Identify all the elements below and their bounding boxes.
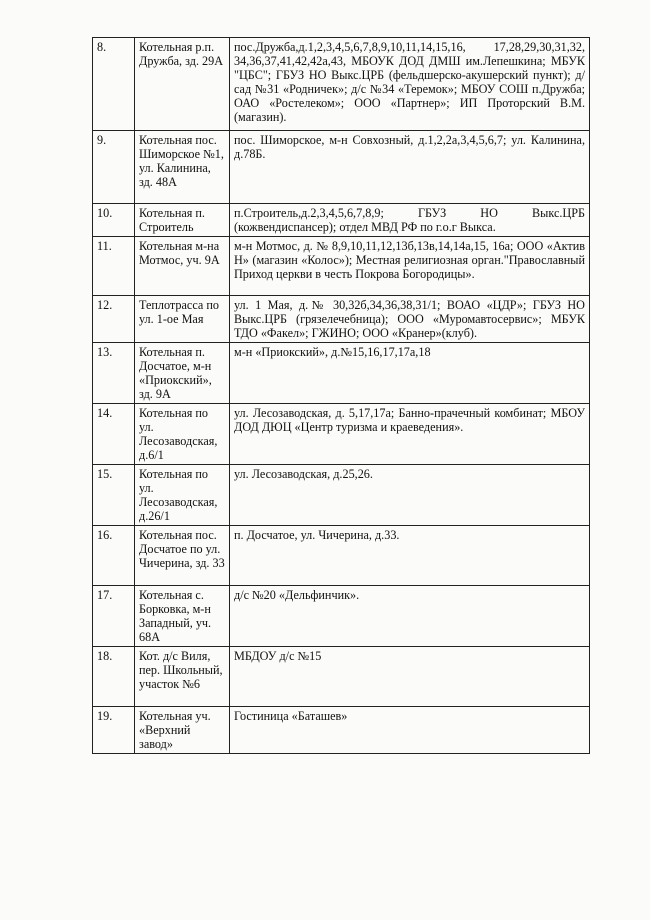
heat-supply-table — [92, 37, 590, 754]
row-number: 8. — [93, 38, 135, 131]
consumers: д/с №20 «Дельфинчик». — [230, 586, 590, 647]
row-number: 15. — [93, 465, 135, 526]
table-row — [93, 404, 590, 465]
heat-source: Котельная м-на Мотмос, уч. 9А — [135, 237, 230, 296]
table-row — [93, 204, 590, 237]
heat-source: Котельная по ул. Лесозаводская, д.26/1 — [135, 465, 230, 526]
row-number: 11. — [93, 237, 135, 296]
row-number: 18. — [93, 647, 135, 707]
row-number: 14. — [93, 404, 135, 465]
table-row — [93, 647, 590, 707]
consumers: МБДОУ д/с №15 — [230, 647, 590, 707]
heat-source: Котельная пос. Досчатое по ул. Чичерина, зд. 33 — [135, 526, 230, 586]
table-row — [93, 707, 590, 754]
table-row — [93, 465, 590, 526]
consumers: пос.Дружба,д.1,2,3,4,5,6,7,8,9,10,11,14,15,16, 17,28,29,30,31,32, 34,36,37,41,42,42а,43, МБОУК ДОД ДМШ им.Лепешкина; МБУК "ЦБС"; ГБУЗ НО Выкс.ЦРБ (фельдшерско-акушерский пункт); д/сад №31 «Родничек»; д/с №34 «Теремок»; МБОУ СОШ п.Дружба; ОАО «Ростелеком»; ООО «Партнер»; ИП Проторский В.М.(магазин). — [230, 38, 590, 131]
heat-source: Котельная р.п. Дружба, зд. 29А — [135, 38, 230, 131]
heat-source: Котельная пос. Шиморское №1, ул. Калинина, зд. 48А — [135, 131, 230, 204]
table-row — [93, 343, 590, 404]
row-number: 16. — [93, 526, 135, 586]
table-row — [93, 131, 590, 204]
consumers: ул. Лесозаводская, д. 5,17,17а; Банно-прачечный комбинат; МБОУ ДОД ДЮЦ «Центр туризма и краеведения». — [230, 404, 590, 465]
heat-source: Котельная п. Строитель — [135, 204, 230, 237]
consumers: пос. Шиморское, м-н Совхозный, д.1,2,2а,3,4,5,6,7; ул. Калинина, д.78Б. — [230, 131, 590, 204]
consumers: Гостиница «Баташев» — [230, 707, 590, 754]
heat-source: Котельная п. Досчатое, м-н «Приокский», зд. 9А — [135, 343, 230, 404]
row-number: 13. — [93, 343, 135, 404]
heat-source: Котельная с. Борковка, м-н Западный, уч. 68А — [135, 586, 230, 647]
row-number: 9. — [93, 131, 135, 204]
consumers: п. Досчатое, ул. Чичерина, д.33. — [230, 526, 590, 586]
consumers: ул. 1 Мая, д.№ 30,32б,34,36,38,31/1; ВОАО «ЦДР»; ГБУЗ НО Выкс.ЦРБ (грязелечебница); ООО «Муромавтосервис»; МБУК ТДО «Факел»; ГЖИНО; ООО «Кранер»(клуб). — [230, 296, 590, 343]
consumers: м-н Мотмос, д. № 8,9,10,11,12,13б,13в,14,14а,15, 16а; ООО «Актив Н» (магазин «Колос»); Местная религиозная орган."Православный Приход церкви в честь Покрова Богородицы». — [230, 237, 590, 296]
table-row — [93, 586, 590, 647]
table-row — [93, 38, 590, 131]
table-row — [93, 237, 590, 296]
heat-source: Кот. д/с Виля, пер. Школьный, участок №6 — [135, 647, 230, 707]
heat-source: Котельная по ул. Лесозаводская, д.6/1 — [135, 404, 230, 465]
heat-source: Котельная уч. «Верхний завод» — [135, 707, 230, 754]
row-number: 12. — [93, 296, 135, 343]
consumers: п.Строитель,д.2,3,4,5,6,7,8,9; ГБУЗ НО Выкс.ЦРБ (кожвендиспансер); отдел МВД РФ по г.о.г Выкса. — [230, 204, 590, 237]
table-row — [93, 526, 590, 586]
consumers: ул. Лесозаводская, д.25,26. — [230, 465, 590, 526]
consumers: м-н «Приокский», д.№15,16,17,17а,18 — [230, 343, 590, 404]
row-number: 17. — [93, 586, 135, 647]
row-number: 19. — [93, 707, 135, 754]
table-row — [93, 296, 590, 343]
heat-source: Теплотрасса по ул. 1-ое Мая — [135, 296, 230, 343]
row-number: 10. — [93, 204, 135, 237]
